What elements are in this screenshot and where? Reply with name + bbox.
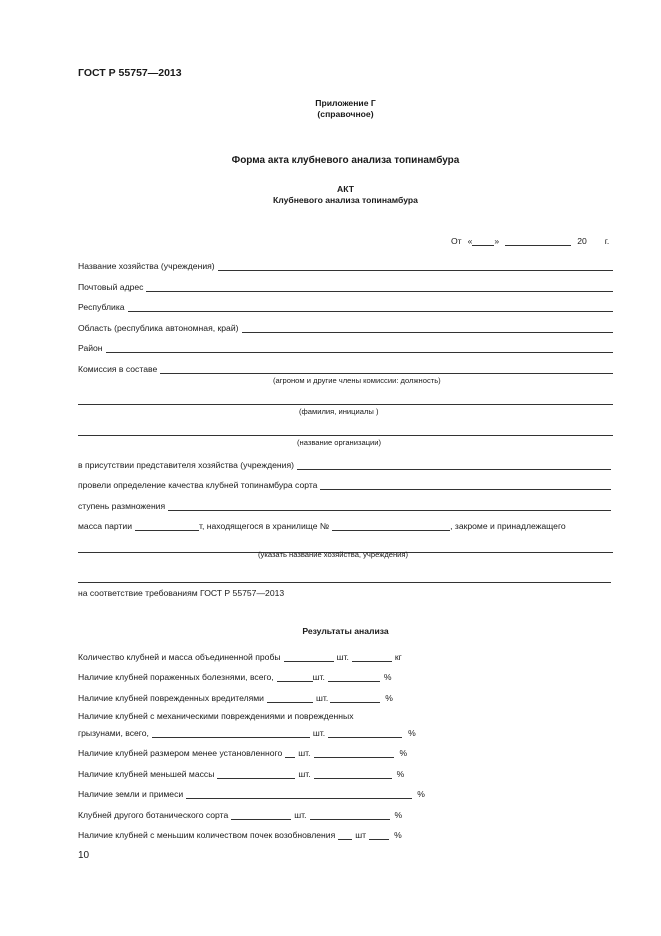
commission-row	[78, 362, 613, 374]
standard-header: ГОСТ Р 55757—2013	[78, 67, 182, 79]
result-3-count-field[interactable]	[267, 692, 313, 703]
result-row-7	[78, 787, 425, 799]
republic-label: Республика	[78, 302, 125, 312]
result-row-5	[78, 746, 407, 758]
result-4-percent-field[interactable]	[328, 727, 402, 738]
batch-row	[78, 519, 613, 531]
representative-label: в присутствии представителя хозяйства (учреждения)	[78, 460, 294, 470]
republic-field[interactable]	[128, 301, 613, 312]
result-row-2	[78, 670, 392, 682]
page-number: 10	[78, 850, 90, 861]
result-4-unit-percent: %	[408, 728, 416, 738]
date-year-suffix: г.	[604, 236, 610, 246]
date-open-quote: «	[467, 236, 473, 246]
result-6-unit-count: шт.	[298, 769, 311, 779]
result-row-9	[78, 828, 402, 840]
republic-row	[78, 300, 613, 312]
result-row-6	[78, 767, 404, 779]
result-5-unit-count: шт.	[298, 748, 311, 758]
form-title: Форма акта клубневого анализа топинамбура	[231, 155, 460, 166]
result-4-unit-count: шт.	[312, 728, 326, 738]
batch-mass-label: масса партии	[78, 521, 133, 531]
results-title: Результаты анализа	[302, 626, 389, 636]
result-7-percent-field[interactable]	[186, 788, 412, 799]
extra-row	[78, 571, 611, 583]
result-row-4	[78, 726, 416, 738]
result-4-label-line2: грызунами, всего,	[78, 728, 149, 738]
date-prefix: От	[451, 236, 462, 246]
result-2-unit-count: шт.	[312, 672, 325, 682]
date-line	[451, 234, 609, 246]
postal-address-row	[78, 280, 613, 292]
commission-field[interactable]	[160, 363, 613, 374]
propagation-field[interactable]	[168, 500, 611, 511]
result-8-label: Клубней другого ботанического сорта	[78, 810, 229, 820]
result-9-percent-field[interactable]	[369, 829, 389, 840]
result-3-unit-percent: %	[385, 693, 393, 703]
result-row-3	[78, 691, 393, 703]
result-2-label: Наличие клубней пораженных болезнями, всего,	[78, 672, 274, 682]
result-8-unit-percent: %	[394, 810, 403, 820]
farm-name-row	[78, 259, 613, 271]
variety-field[interactable]	[320, 479, 611, 490]
result-1-label: Количество клубней и масса объединенной пробы	[78, 652, 281, 662]
propagation-label: ступень размножения	[78, 501, 166, 511]
result-6-count-field[interactable]	[217, 768, 295, 779]
org-field[interactable]	[78, 425, 613, 436]
hint-owner: (указать название хозяйства, учреждения)	[258, 550, 409, 559]
farm-name-field[interactable]	[218, 260, 613, 271]
batch-mass-field[interactable]	[135, 520, 199, 531]
org-row	[78, 424, 613, 436]
appendix-type: (справочное)	[317, 109, 374, 119]
act-title: АКТ	[337, 184, 354, 194]
region-field[interactable]	[242, 322, 614, 333]
quality-check-row	[78, 478, 611, 490]
representative-row	[78, 458, 611, 470]
result-2-count-field[interactable]	[277, 671, 313, 682]
result-6-label: Наличие клубней меньшей массы	[78, 769, 215, 779]
result-5-unit-percent: %	[399, 748, 408, 758]
result-5-label: Наличие клубней размером менее установленного	[78, 748, 283, 758]
appendix-label: Приложение Г	[315, 98, 376, 108]
hint-agronomist: (агроном и другие члены комиссии: должность)	[273, 376, 441, 385]
result-4-label-line1: Наличие клубней с механическими повреждениями и поврежденных	[78, 711, 354, 721]
result-7-unit-percent: %	[417, 789, 425, 799]
date-day-field[interactable]	[472, 235, 494, 246]
result-5-count-field[interactable]	[285, 747, 295, 758]
batch-unit-label: т, находящегося в хранилище №	[199, 521, 330, 531]
date-month-field[interactable]	[505, 235, 571, 246]
result-9-unit-percent: %	[394, 830, 402, 840]
representative-field[interactable]	[297, 459, 611, 470]
result-row-8	[78, 808, 402, 820]
result-3-label: Наличие клубней поврежденных вредителями	[78, 693, 264, 703]
result-3-unit-count: шт.	[315, 693, 329, 703]
result-1-count-field[interactable]	[284, 651, 334, 662]
farm-name-label: Название хозяйства (учреждения)	[78, 261, 215, 271]
result-6-unit-percent: %	[396, 769, 405, 779]
names-field[interactable]	[78, 394, 613, 405]
act-subtitle: Клубневого анализа топинамбура	[273, 195, 418, 205]
result-5-percent-field[interactable]	[314, 747, 394, 758]
names-row	[78, 393, 613, 405]
result-3-percent-field[interactable]	[330, 692, 380, 703]
result-2-unit-percent: %	[383, 672, 392, 682]
result-9-count-field[interactable]	[338, 829, 352, 840]
result-6-percent-field[interactable]	[314, 768, 392, 779]
date-year-prefix: 20	[577, 236, 587, 246]
district-row	[78, 341, 613, 353]
result-9-unit-count: шт	[355, 830, 367, 840]
batch-suffix-label: , закроме и принадлежащего	[450, 521, 566, 531]
hint-org: (название организации)	[297, 438, 382, 447]
postal-address-label: Почтовый адрес	[78, 282, 144, 292]
storage-number-field[interactable]	[332, 520, 450, 531]
result-7-label: Наличие земли и примеси	[78, 789, 184, 799]
region-row	[78, 321, 613, 333]
compliance-text: на соответствие требованиям ГОСТ Р 55757—2013	[78, 588, 285, 598]
quality-check-label: провели определение качества клубней топинамбура сорта	[78, 480, 318, 490]
result-4-count-field[interactable]	[152, 727, 310, 738]
result-8-unit-count: шт.	[294, 810, 307, 820]
result-row-1	[78, 650, 402, 662]
result-9-label: Наличие клубней с меньшим количеством почек возобновления	[78, 830, 336, 840]
result-1-unit-mass: кг	[394, 652, 402, 662]
result-1-mass-field[interactable]	[352, 651, 392, 662]
hint-names: (фамилия, инициалы )	[299, 407, 379, 416]
result-1-unit-count: шт.	[336, 652, 349, 662]
commission-label: Комиссия в составе	[78, 364, 158, 374]
result-8-percent-field[interactable]	[310, 809, 390, 820]
extra-field[interactable]	[78, 572, 611, 583]
region-label: Область (республика автономная, край)	[78, 323, 239, 333]
result-2-percent-field[interactable]	[328, 671, 380, 682]
postal-address-field[interactable]	[146, 281, 613, 292]
district-field[interactable]	[106, 342, 613, 353]
district-label: Район	[78, 343, 103, 353]
date-close-quote: »	[494, 236, 500, 246]
result-8-count-field[interactable]	[231, 809, 291, 820]
propagation-row	[78, 499, 611, 511]
